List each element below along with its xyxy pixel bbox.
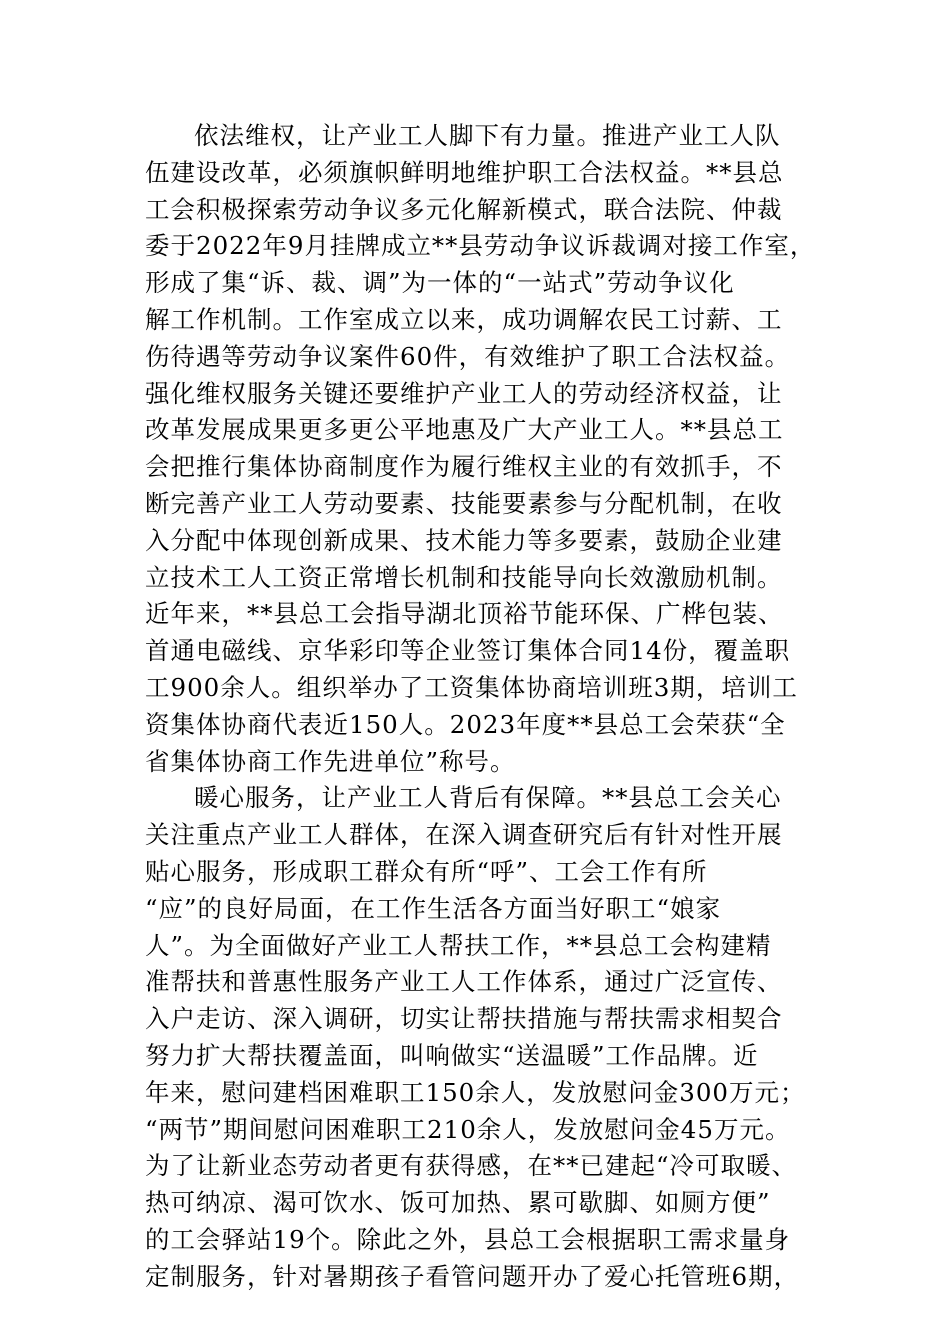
- text-line: 解工作机制。工作室成立以来，成功调解农民工讨薪、工: [145, 304, 783, 334]
- text-line: 资集体协商代表近150人。2023年度**县总工会荣获“全: [145, 709, 786, 739]
- text-line: 准帮扶和普惠性服务产业工人工作体系，通过广泛宣传、: [145, 967, 783, 997]
- text-line: 年来，慰问建档困难职工150余人，发放慰问金300万元；: [145, 1077, 806, 1107]
- text-line: 改革发展成果更多更公平地惠及广大产业工人。**县总工: [145, 415, 784, 445]
- text-line: 立技术工人工资正常增长机制和技能导向长效激励机制。: [145, 562, 783, 592]
- text-line: 形成了集“诉、裁、调”为一体的“一站式”劳动争议化: [145, 268, 735, 298]
- text-line: 关注重点产业工人群体，在深入调查研究后有针对性开展: [145, 820, 783, 850]
- body-text: [145, 118, 825, 1296]
- text-line: “应”的良好局面，在工作生活各方面当好职工“娘家: [145, 893, 722, 923]
- paragraph-rights-protection: [145, 118, 825, 780]
- text-line: 定制服务，针对暑期孩子看管问题开办了爱心托管班6期，: [145, 1261, 800, 1291]
- text-line: 工900余人。组织举办了工资集体协商培训班3期，培训工: [145, 672, 798, 702]
- text-line: 入户走访、深入调研，切实让帮扶措施与帮扶需求相契合: [145, 1004, 783, 1034]
- text-line: 入分配中体现创新成果、技术能力等多要素，鼓励企业建: [145, 525, 783, 555]
- text-line: 伤待遇等劳动争议案件60件，有效维护了职工合法权益。: [145, 341, 791, 371]
- text-line: 依法维权，让产业工人脚下有力量。推进产业工人队: [194, 121, 781, 150]
- text-line: 委于2022年9月挂牌成立**县劳动争议诉裁调对接工作室，: [145, 231, 816, 261]
- text-line: 暖心服务，让产业工人背后有保障。**县总工会关心: [194, 783, 782, 813]
- text-line: 的工会驿站19个。除此之外，县总工会根据职工需求量身: [145, 1224, 791, 1254]
- text-line: 断完善产业工人劳动要素、技能要素参与分配机制，在收: [145, 488, 783, 518]
- text-line: 强化维权服务关键还要维护产业工人的劳动经济权益，让: [145, 378, 783, 408]
- text-line: 首通电磁线、京华彩印等企业签订集体合同14份，覆盖职: [145, 636, 791, 666]
- text-line: “两节”期间慰问困难职工210余人，发放慰问金45万元。: [145, 1114, 791, 1144]
- paragraph-warm-service: [145, 780, 825, 1295]
- text-line: 人”。为全面做好产业工人帮扶工作，**县总工会构建精: [145, 930, 772, 960]
- text-line: 为了让新业态劳动者更有获得感，在**已建起“冷可取暖、: [145, 1151, 798, 1181]
- text-line: 努力扩大帮扶覆盖面，叫响做实“送温暖”工作品牌。近: [145, 1040, 759, 1070]
- text-line: 近年来，**县总工会指导湖北顶裕节能环保、广桦包装、: [145, 599, 784, 629]
- text-line: 会把推行集体协商制度作为履行维权主业的有效抓手，不: [145, 452, 783, 482]
- text-line: 省集体协商工作先进单位”称号。: [145, 746, 516, 776]
- text-line: 贴心服务，形成职工群众有所“呼”、工会工作有所: [145, 856, 708, 886]
- text-line: 热可纳凉、渴可饮水、饭可加热、累可歇脚、如厕方便”: [145, 1188, 771, 1218]
- text-line: 伍建设改革，必须旗帜鲜明地维护职工合法权益。**县总: [145, 157, 784, 187]
- text-line: 工会积极探索劳动争议多元化解新模式，联合法院、仲裁: [145, 194, 783, 224]
